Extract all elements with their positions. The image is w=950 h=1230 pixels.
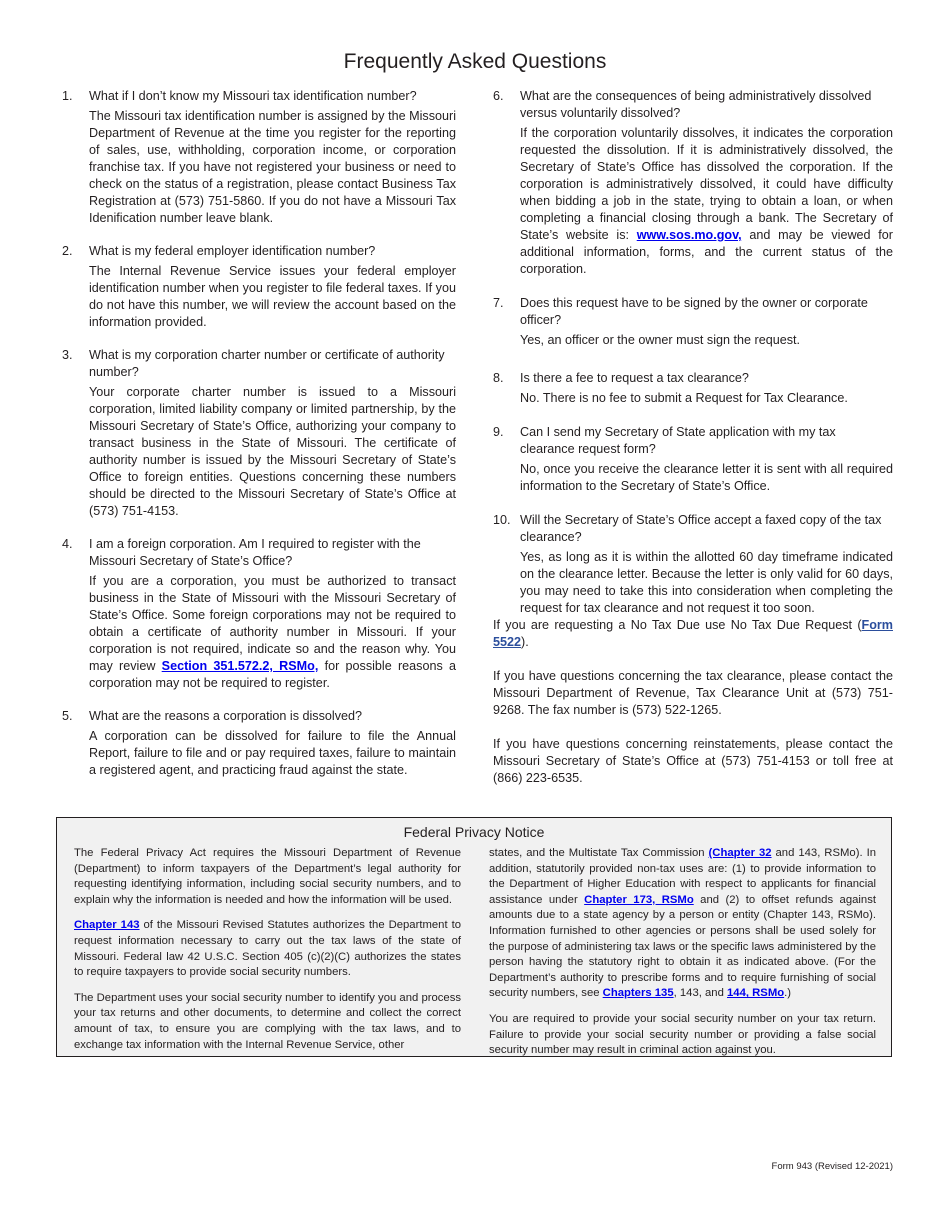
faq-answer: Yes, as long as it is within the allotted 60 day timeframe indicated on the clearance letter. Because the letter is only valid for 60 days, you may need to take this into consideration when completing the request for tax clearance and not request it too soon. — [520, 550, 893, 615]
faq-number: 10. — [493, 513, 511, 527]
faq-number: 6. — [493, 89, 504, 103]
privacy-paragraph: The Department uses your social security number to identify you and process your tax returns and other documents, to determine and collect the correct amount of tax, to ensure you are complying with the tax laws, and to exchange tax information with the Internal Revenue Service, other — [74, 991, 461, 1051]
faq-item — [62, 243, 456, 331]
note-text: If you are requesting a No Tax Due use No Tax Due Request ( — [493, 618, 862, 632]
privacy-text: and 143, RSMo). In addition, statutorily provided non-tax uses are: (1) to provide information to the Department of Higher Education with respect to applicants for financial assistance under — [489, 847, 876, 906]
privacy-text: , 143, and — [673, 987, 727, 1000]
form-5522-link[interactable]: Form 5522 — [493, 618, 893, 649]
faq-answer-text: If the corporation voluntarily dissolves, it indicates the corporation requested the dissolution. If it is administratively dissolved, the Secretary of State’s Office has dissolved the corporation. If the corporation is administratively dissolved, it could have difficulty when bidding a job in the state, trying to obtain a loan, or when completing a financial closing through a bank. The Secretary of State’s website is: — [520, 126, 893, 242]
faq-question: What is my corporation charter number or certificate of authority number? — [89, 348, 445, 379]
faq-answer — [89, 573, 456, 692]
chapter-32-link[interactable]: (Chapter 32 — [708, 847, 772, 859]
privacy-text: states, and the Multistate Tax Commission — [489, 847, 709, 859]
faq-item — [493, 424, 893, 495]
faq-item — [62, 536, 456, 692]
contact-notes — [493, 617, 893, 787]
faq-item — [493, 88, 893, 278]
faq-answer: No. There is no fee to submit a Request for Tax Clearance. — [520, 391, 848, 405]
faq-answer: The Internal Revenue Service issues your federal employer identification number when you register to file federal taxes. If you do not have this number, we will review the account based on the information provided. — [89, 264, 456, 329]
privacy-text: and (2) to offset refunds against amounts due to a state agency by a person or entity (Chapter 143, RSMo). Information furnished to other agencies or persons shall be used solely for the purpose of administering tax laws or the specific laws administered by the person having the statutory right to obtain it as indicated above. (For the Department’s authority to prescribe forms and to require furnishing of social security numbers, see — [489, 893, 876, 1000]
sos-website-link[interactable]: www.sos.mo.gov, — [636, 228, 742, 242]
faq-item — [62, 708, 456, 779]
chapter-144-link[interactable]: 144, RSMo — [727, 987, 785, 1000]
privacy-column-left — [74, 846, 461, 1063]
faq-number: 1. — [62, 89, 73, 103]
faq-item — [493, 370, 893, 407]
faq-question: Will the Secretary of State’s Office accept a faxed copy of the tax clearance? — [520, 513, 882, 544]
faq-answer: Your corporate charter number is issued to a Missouri corporation, limited liability company or limited partnership, by the Missouri Secretary of State’s Office, authorizing your company to transact business in the State of Missouri. The certificate of authority number is issued by the Missouri Secretary of State’s Office to foreign entities. Questions concerning these numbers should be directed to the Missouri Secretary of State’s Office at (573) 751-4153. — [89, 385, 456, 518]
privacy-text: .) — [784, 987, 792, 1000]
faq-answer: A corporation can be dissolved for failure to file the Annual Report, failure to file and or pay required taxes, failure to maintain a registered agent, and practicing fraud against the state. — [89, 729, 456, 777]
faq-answer: Yes, an officer or the owner must sign the request. — [520, 333, 801, 347]
privacy-text: of the Missouri Revised Statutes authorizes the Department to request information necessary to carry out the tax laws of the state of Missouri. Federal law 42 U.S.C. Section 405 (c)(2)(C) authorizes the states to require taxpayers to provide social security numbers. — [74, 919, 461, 979]
faq-answer-text: for possible reasons a corporation may not be required to register. — [89, 659, 457, 690]
faq-answer-text: and may be viewed for additional information, forms, and the current status of the corporation. — [520, 228, 893, 276]
faq-column-left — [62, 88, 456, 779]
privacy-notice-box — [56, 817, 892, 1057]
no-tax-due-note — [493, 617, 893, 651]
privacy-paragraph — [489, 846, 876, 1002]
faq-answer: The Missouri tax identification number is assigned by the Missouri Department of Revenue at the time you register for the reporting of sales, use, withholding, corporation income, or corporation franchise tax. If you have not registered your business or need to check on the status of a registration, please contact Business Tax Registration at (573) 751-5860. If you do not have a Missouri Tax Idenification number leave blank. — [89, 109, 456, 225]
tax-clearance-contact-note: If you have questions concerning the tax clearance, please contact the Missouri Department of Revenue, Tax Clearance Unit at (573) 751-9268. The fax number is (573) 522-1265. — [493, 669, 893, 717]
faq-question: Does this request have to be signed by the owner or corporate officer? — [520, 296, 868, 327]
faq-number: 4. — [62, 537, 73, 551]
faq-question: Can I send my Secretary of State application with my tax clearance request form? — [520, 425, 836, 456]
faq-question: What if I don’t know my Missouri tax identification number? — [89, 89, 417, 103]
faq-answer-text: If you are a corporation, you must be authorized to transact business in the State of Missouri with the Missouri Secretary of State’s Office. Some foreign corporations may not be required to obtain a certificate of authority number in Missouri. If your corporation is not required, indicate so and the reason why. You may review — [89, 574, 456, 673]
chapter-173-link[interactable]: Chapter 173, RSMo — [584, 893, 694, 906]
faq-number: 2. — [62, 244, 73, 258]
faq-item — [62, 88, 456, 227]
note-text: ). — [521, 635, 529, 649]
faq-number: 7. — [493, 296, 504, 310]
privacy-notice-title: Federal Privacy Notice — [403, 824, 545, 840]
statute-link-351[interactable]: Section 351.572.2, RSMo, — [161, 659, 319, 673]
faq-item — [493, 512, 893, 617]
faq-number: 3. — [62, 348, 73, 362]
page-title: Frequently Asked Questions — [343, 50, 607, 73]
faq-question: What are the reasons a corporation is dissolved? — [89, 709, 363, 723]
form-number-footer: Form 943 (Revised 12-2021) — [771, 1161, 893, 1172]
privacy-paragraph: You are required to provide your social security number on your tax return. Failure to provide your social security number or providing a false social security number may result in criminal action against you. — [489, 1012, 876, 1057]
faq-number: 5. — [62, 709, 73, 723]
faq-question: I am a foreign corporation. Am I required to register with the Missouri Secretary of State’s Office? — [89, 537, 421, 568]
faq-item — [493, 295, 893, 349]
faq-number: 8. — [493, 371, 504, 385]
privacy-paragraph — [74, 918, 461, 980]
faq-number: 9. — [493, 425, 504, 439]
faq-column-right — [493, 88, 893, 617]
chapters-135-link[interactable]: Chapters 135 — [602, 987, 674, 1000]
faq-question: Is there a fee to request a tax clearance? — [520, 371, 749, 385]
faq-question: What is my federal employer identification number? — [89, 244, 376, 258]
privacy-paragraph: The Federal Privacy Act requires the Missouri Department of Revenue (Department) to inform taxpayers of the Department’s legal authority for requesting identifying information, including social security numbers, and to explain why the information is needed and how the information will be used. — [74, 847, 461, 906]
chapter-143-link[interactable]: Chapter 143 — [74, 919, 140, 932]
faq-answer: No, once you receive the clearance letter it is sent with all required information to the Secretary of State’s Office. — [520, 462, 893, 493]
faq-answer — [520, 125, 893, 278]
faq-item — [62, 347, 456, 520]
privacy-column-right — [489, 846, 876, 1069]
reinstatement-contact-note: If you have questions concerning reinstatements, please contact the Missouri Secretary of State’s Office at (573) 751-4153 or toll free at (866) 223-6535. — [493, 737, 893, 785]
faq-question: What are the consequences of being administratively dissolved versus voluntarily dissolved? — [520, 89, 872, 120]
